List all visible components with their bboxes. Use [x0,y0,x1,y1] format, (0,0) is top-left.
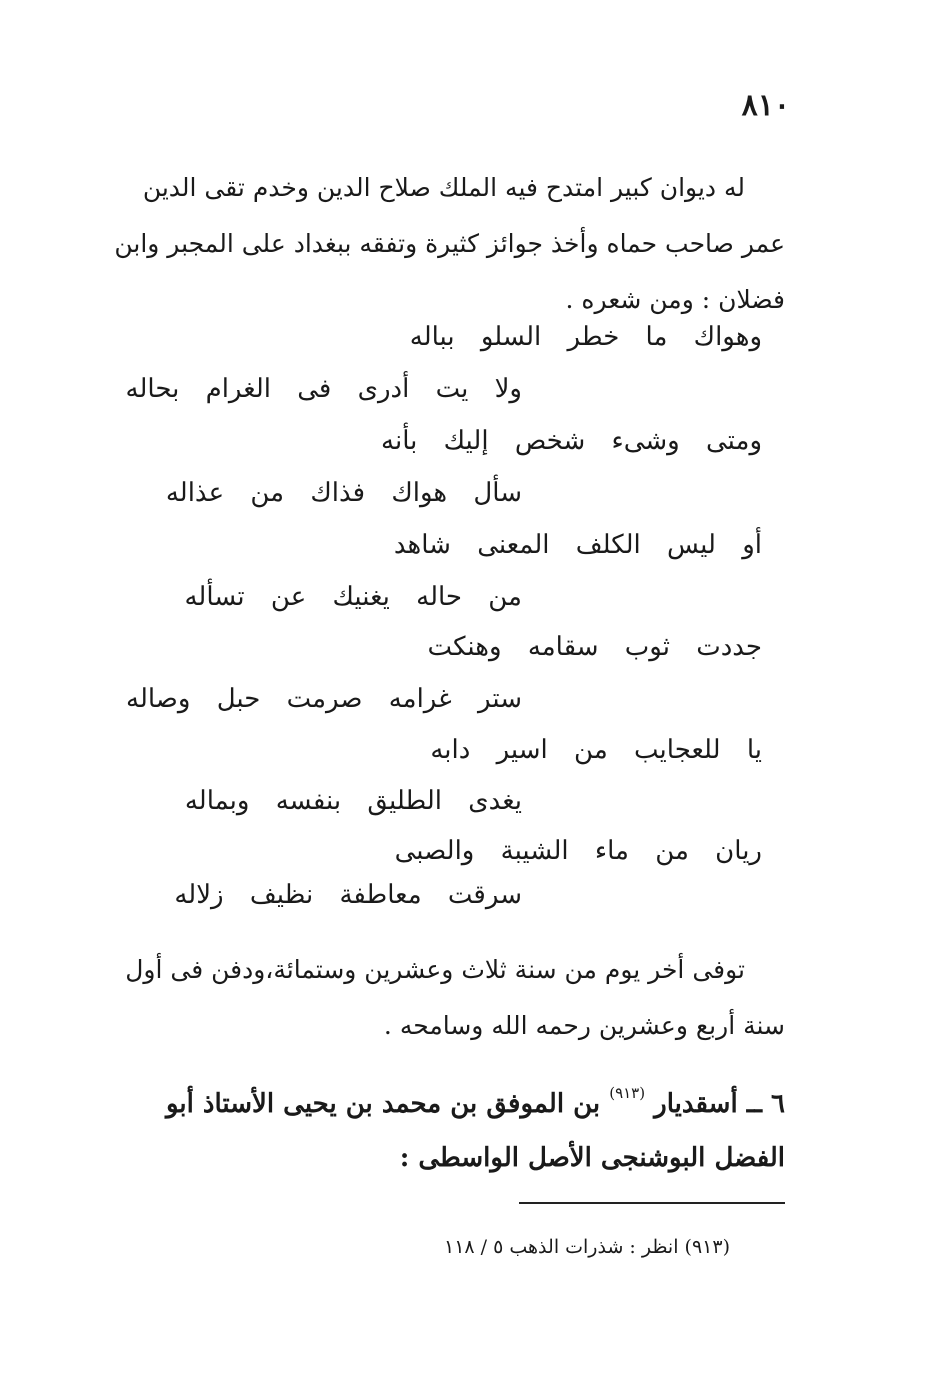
closing-line: سنة أربع وعشرين رحمه الله وسامحه . [383,1011,785,1040]
footnote: (٩١٣) انظر : شذرات الذهب ٥ / ١١٨ [444,1236,730,1258]
verse-first-hemistich: يا للعجايب من اسير دابه [430,735,762,765]
verse-first-hemistich: جددت ثوب سقامه وهنكت [427,632,762,662]
intro-paragraph [114,160,785,328]
footnote-reference: (٩١٣) [609,1084,646,1102]
closing-paragraph [120,942,785,1054]
intro-line: عمر صاحب حماه وأخذ جوائز كثيرة وتفقه ببغداد على المجبر وابن [114,229,785,258]
entry-lineage-continued: الفضل البوشنجى الأصل الواسطى : [399,1143,785,1173]
intro-line: فضلان : ومن شعره . [565,285,785,314]
verse-second-hemistich: ولا يت أدرى فى الغرام بحاله [125,374,522,404]
intro-line: له ديوان كبير امتدح فيه الملك صلاح الدين وخدم تقى الدين [142,173,745,202]
verse-second-hemistich: يغدى الطليق بنفسه وبماله [184,786,522,816]
verse-second-hemistich: ستر غرامه صرمت حبل وصاله [126,684,522,714]
footnote-divider [519,1202,785,1204]
biography-entry-heading [115,1066,785,1185]
entry-lineage: بن الموفق بن محمد بن يحيى الأستاذ أبو [165,1089,601,1119]
verse-first-hemistich: وهواك ما خطر السلو بباله [409,322,762,352]
verse-second-hemistich: من حاله يغنيك عن تسأله [184,582,522,612]
verse-first-hemistich: ومتى وشىء شخص إليك بأنه [381,426,762,456]
closing-line: توفى أخر يوم من سنة ثلاث وعشرين وستمائة،ودفن فى أول [125,955,745,984]
entry-name: ٦ ــ أسقديار [654,1089,785,1119]
page-number: ٨١٠ [741,88,790,123]
verse-first-hemistich: ريان من ماء الشيبة والصبى [394,836,762,866]
verse-first-hemistich: أو ليس الكلف المعنى شاهد [393,530,762,560]
verse-second-hemistich: سأل هواك فذاك من عذاله [165,478,522,508]
verse-second-hemistich: سرقت معاطفة نظيف زلاله [174,880,522,910]
